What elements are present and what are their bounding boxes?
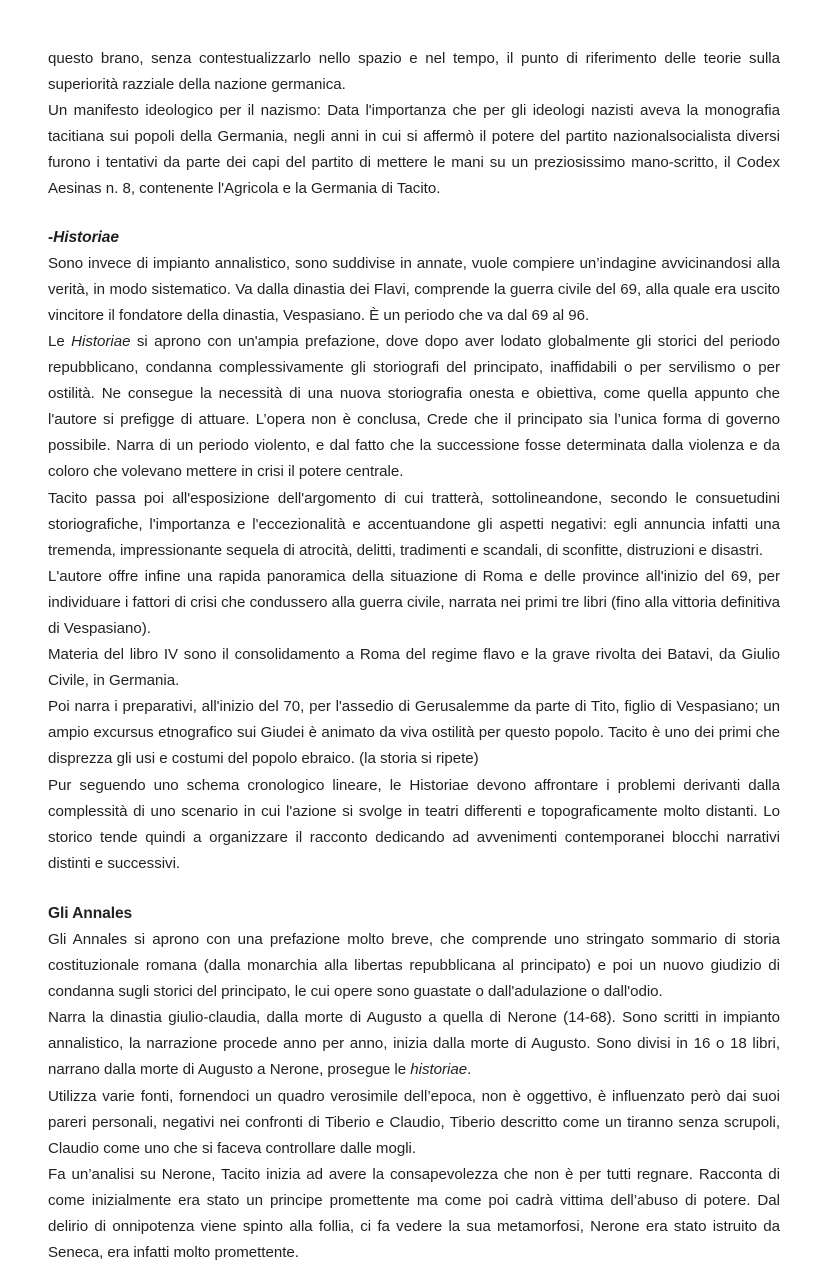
paragraph-historiae-7: Pur seguendo uno schema cronologico lineare, le Historiae devono affrontare i problemi derivanti dalla complessità di uno scenario in cui l'azione si svolge in teatri differenti e topograficamente molto distanti. Lo storico tende quindi a organizzare il racconto dedicando ad avvenimenti contemporanei blocchi narrativi distinti e successivi. [48, 776, 780, 872]
paragraph-historiae-3: Tacito passa poi all'esposizione dell'argomento di cui tratterà, sottolineandone, secondo le consuetudini storiografiche, l'importanza e l'eccezionalità e accentuandone gli aspetti negativi: egli annuncia infatti una tremenda, impressionante sequela di atrocità, delitti, tradimenti e scandali, di sconfitte, distruzioni e disastri. [48, 489, 780, 559]
paragraph-intro-2: Un manifesto ideologico per il nazismo: Data l'importanza che per gli ideologi nazisti aveva la monografia tacitiana sui popoli della Germania, negli anni in cui si affermò il potere del partito nazionalsocialista diversi furono i tentativi da parte dei capi del partito di mettere le mani su un preziosissimo mano-scritto, il Codex Aesinas n. 8, contenente l'Agricola e la Germania di Tacito. [48, 102, 780, 198]
spacer-before-annales [48, 877, 780, 901]
document-content [48, 46, 780, 1266]
paragraph-historiae-1: Sono invece di impianto annalistico, sono suddivise in annate, vuole compiere un’indagine avvicinandosi alla verità, in modo sistematico. Va dalla dinastia dei Flavi, comprende la guerra civile del 69, alla quale era uscito vincitore il fondatore della dinastia, Vespasiano. È un periodo che va dal 69 al 96. [48, 254, 780, 324]
paragraph-historiae-2-rest: si aprono con un'ampia prefazione, dove dopo aver lodato globalmente gli storici del periodo repubblicano, condanna complessivamente gli storiografi del principato, inaffidabili o per servilismo o per ostilità. Ne consegue la necessità di una nuova storiografia onesta e obiettiva, come quella appunto che l'autore si prefigge di attuare. L’opera non è conclusa, Crede che il principato sia l’unica forma di governo possibile. Narra di un periodo violento, e dal fatto che la successione fosse determinata dalla violenza e da coloro che volevano mettere in crisi il potere centrale. [48, 332, 780, 481]
paragraph-historiae-4: L'autore offre infine una rapida panoramica della situazione di Roma e delle province all'inizio del 69, per individuare i fattori di crisi che condussero alla guerra civile, narrata nei primi tre libri (fino alla vittoria definitiva di Vespasiano). [48, 567, 780, 637]
paragraph-historiae-2 [48, 329, 780, 486]
paragraph-historiae-2-lead: Le [48, 332, 72, 350]
paragraph-annales-2 [48, 1005, 780, 1083]
paragraph-annales-2-rest: . [467, 1061, 472, 1079]
paragraph-historiae-5: Materia del libro IV sono il consolidamento a Roma del regime flavo e la grave rivolta dei Batavi, da Giulio Civile, in Germania. [48, 646, 780, 690]
paragraph-historiae-6: Poi narra i preparativi, all'inizio del 70, per l'assedio di Gerusalemme da parte di Tito, figlio di Vespasiano; un ampio excursus etnografico sui Giudei è animato da viva ostilità per questo popolo. Tacito è uno dei primi che disprezza gli usi e costumi del popolo ebraico. (la storia si ripete) [48, 698, 780, 768]
heading-annales: Gli Annales [48, 904, 133, 922]
paragraph-annales-1: Gli Annales si aprono con una prefazione molto breve, che comprende uno stringato sommario di storia costituzionale romana (dalla monarchia alla libertas repubblicana al principato) e poi un nuovo giudizio di condanna sugli storici del principato, le cui opere sono guastate o dall'adulazione o dall'odio. [48, 931, 780, 1001]
work-title-historiae-lower: historiae [410, 1061, 468, 1079]
work-title-historiae: Historiae [71, 332, 131, 350]
paragraph-annales-3: Utilizza varie fonti, fornendoci un quadro verosimile dell’epoca, non è oggettivo, è influenzato però dai suoi pareri personali, negativi nei confronti di Tiberio e Claudio, Tiberio descritto come un tiranno senza scrupoli, Claudio come uno che si faceva controllare dalle mogli. [48, 1087, 780, 1157]
paragraph-annales-4: Fa un’analisi su Nerone, Tacito inizia ad avere la consapevolezza che non è per tutti regnare. Racconta di come inizialmente era stato un principe promettente ma come poi cadrà vittima dell’abuso di potere. Dal delirio di onnipotenza viene spinto alla follia, ci fa vedere la sua metamorfosi, Nerone era stato istruito da Seneca, era infatti molto promettente. [48, 1165, 780, 1262]
paragraph-annales-2-lead: Narra la dinastia giulio-claudia, dalla morte di Augusto a quella di Nerone (14-68). Sono scritti in impianto annalistico, la narrazione procede anno per anno, inizia dalla morte di Augusto. Sono divisi in 16 o 18 libri, narrano dalla morte di Augusto a Nerone, prosegue le [48, 1009, 780, 1079]
paragraph-intro-1: questo brano, senza contestualizzarlo nello spazio e nel tempo, il punto di riferimento delle teorie sulla superiorità razziale della nazione germanica. [48, 50, 780, 94]
spacer-before-historiae [48, 203, 780, 225]
heading-historiae: -Historiae [48, 228, 119, 246]
